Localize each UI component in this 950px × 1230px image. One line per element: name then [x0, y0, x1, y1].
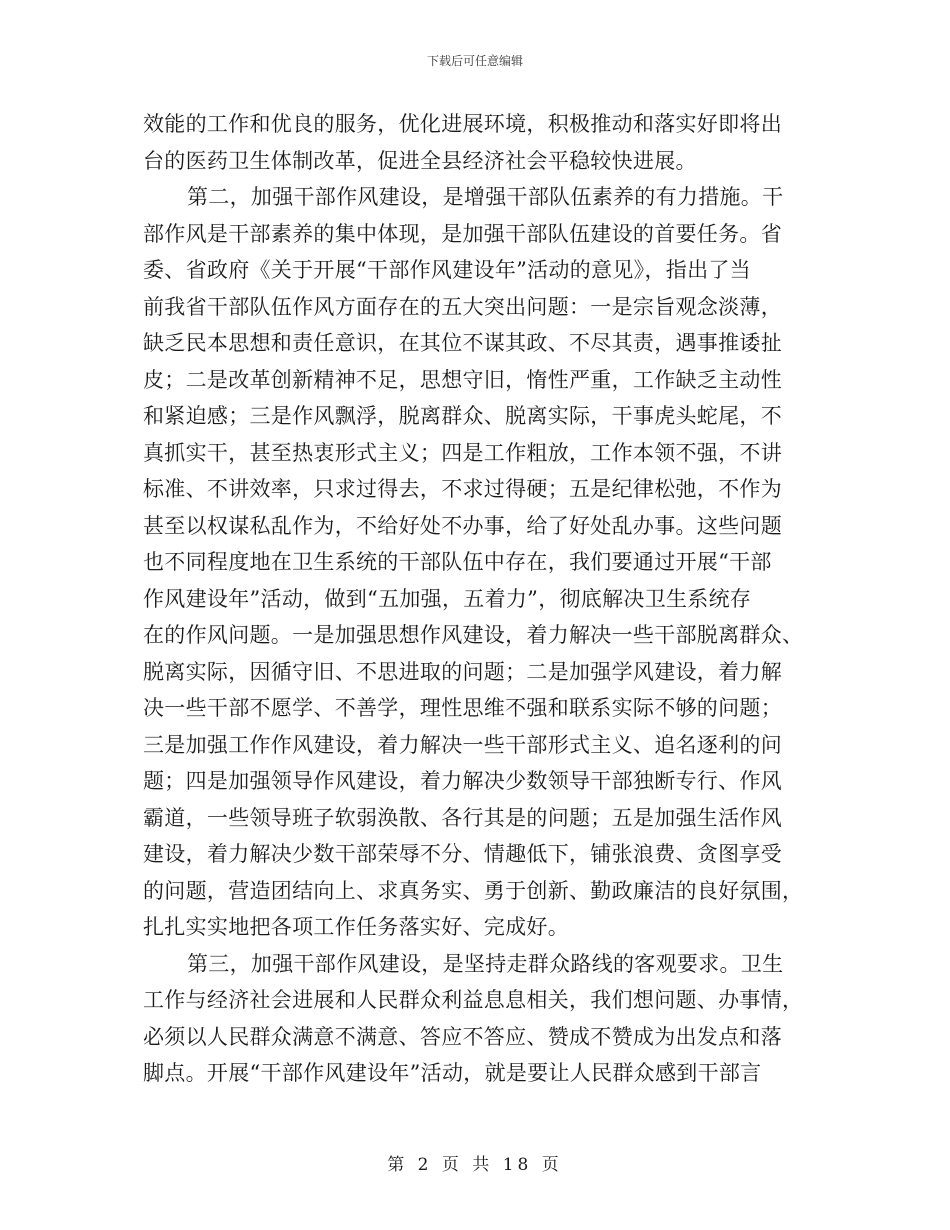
text-line: 和紧迫感；三是作风飘浮，脱离群众、脱离实际，干事虎头蛇尾，不: [143, 404, 782, 428]
text-line: 三是加强工作作风建设，着力解决一些干部形式主义、追名逐利的问: [143, 732, 782, 757]
text-line: 必须以人民群众满意不满意、答应不答应、赞成不赞成为出发点和落: [143, 1024, 782, 1049]
text-line: 题；四是加强领导作风建设，着力解决少数领导干部独断专行、作风: [143, 769, 782, 793]
text-line: 缺乏民本思想和责任意识，在其位不谋其政、不尽其责，遇事推诿扯: [143, 331, 782, 355]
text-line: 在的作风问题。一是加强思想作风建设，着力解决一些干部脱离群众、: [143, 623, 804, 647]
text-line: 扎扎实实地把各项工作任务落实好、完成好。: [143, 915, 569, 939]
text-line: 的问题，营造团结向上、求真务实、勇于创新、勤政廉洁的良好氛围，: [143, 878, 804, 903]
text-line: 皮；二是改革创新精神不足，思想守旧，惰性严重，工作缺乏主动性: [143, 367, 782, 392]
text-line: 前我省干部队伍作风方面存在的五大突出问题：一是宗旨观念淡薄，: [143, 294, 782, 319]
text-line: 工作与经济社会进展和人民群众利益息息相关，我们想问题、办事情，: [143, 988, 804, 1012]
page-header-note: 下载后可任意编辑: [426, 54, 523, 68]
text-line: 霸道，一些领导班子软弱涣散、各行其是的问题；五是加强生活作风: [143, 805, 782, 830]
text-line: 真抓实干，甚至热衷形式主义；四是工作粗放，工作本领不强，不讲: [143, 440, 782, 465]
text-line: 脚点。开展“干部作风建设年”活动，就是要让人民群众感到干部言: [143, 1061, 762, 1085]
text-line: 决一些干部不愿学、不善学，理性思维不强和联系实际不够的问题；: [143, 696, 782, 720]
text-line: 建设，着力解决少数干部荣辱不分、情趣低下，铺张浪费、贪图享受: [143, 842, 782, 866]
text-line: 效能的工作和优良的服务，优化进展环境，积极推动和落实好即将出: [143, 112, 782, 136]
text-line: 标准、不讲效率，只求过得去，不求过得硬；五是纪律松弛，不作为: [143, 477, 782, 501]
text-line: 甚至以权谋私乱作为，不给好处不办事，给了好处乱办事。这些问题: [143, 513, 782, 538]
text-line: 第二，加强干部作风建设，是增强干部队伍素养的有力措施。干: [187, 185, 784, 209]
text-line: 台的医药卫生体制改革，促进全县经济社会平稳较快进展。: [143, 148, 697, 173]
text-line: 委、省政府《关于开展“干部作风建设年”活动的意见》，指出了当: [143, 258, 751, 282]
document-body: [143, 106, 813, 1092]
page-number-footer: 第 2 页 共 18 页: [387, 1155, 563, 1175]
text-line: 也不同程度地在卫生系统的干部队伍中存在，我们要通过开展“干部: [143, 550, 772, 574]
text-line: 脱离实际，因循守旧、不思进取的问题；二是加强学风建设，着力解: [143, 659, 782, 684]
text-line: 作风建设年”活动，做到“五加强，五着力”，彻底解决卫生系统存: [143, 586, 752, 611]
text-line: 第三，加强干部作风建设，是坚持走群众路线的客观要求。卫生: [187, 951, 784, 976]
text-line: 部作风是干部素养的集中体现，是加强干部队伍建设的首要任务。省: [143, 221, 782, 246]
